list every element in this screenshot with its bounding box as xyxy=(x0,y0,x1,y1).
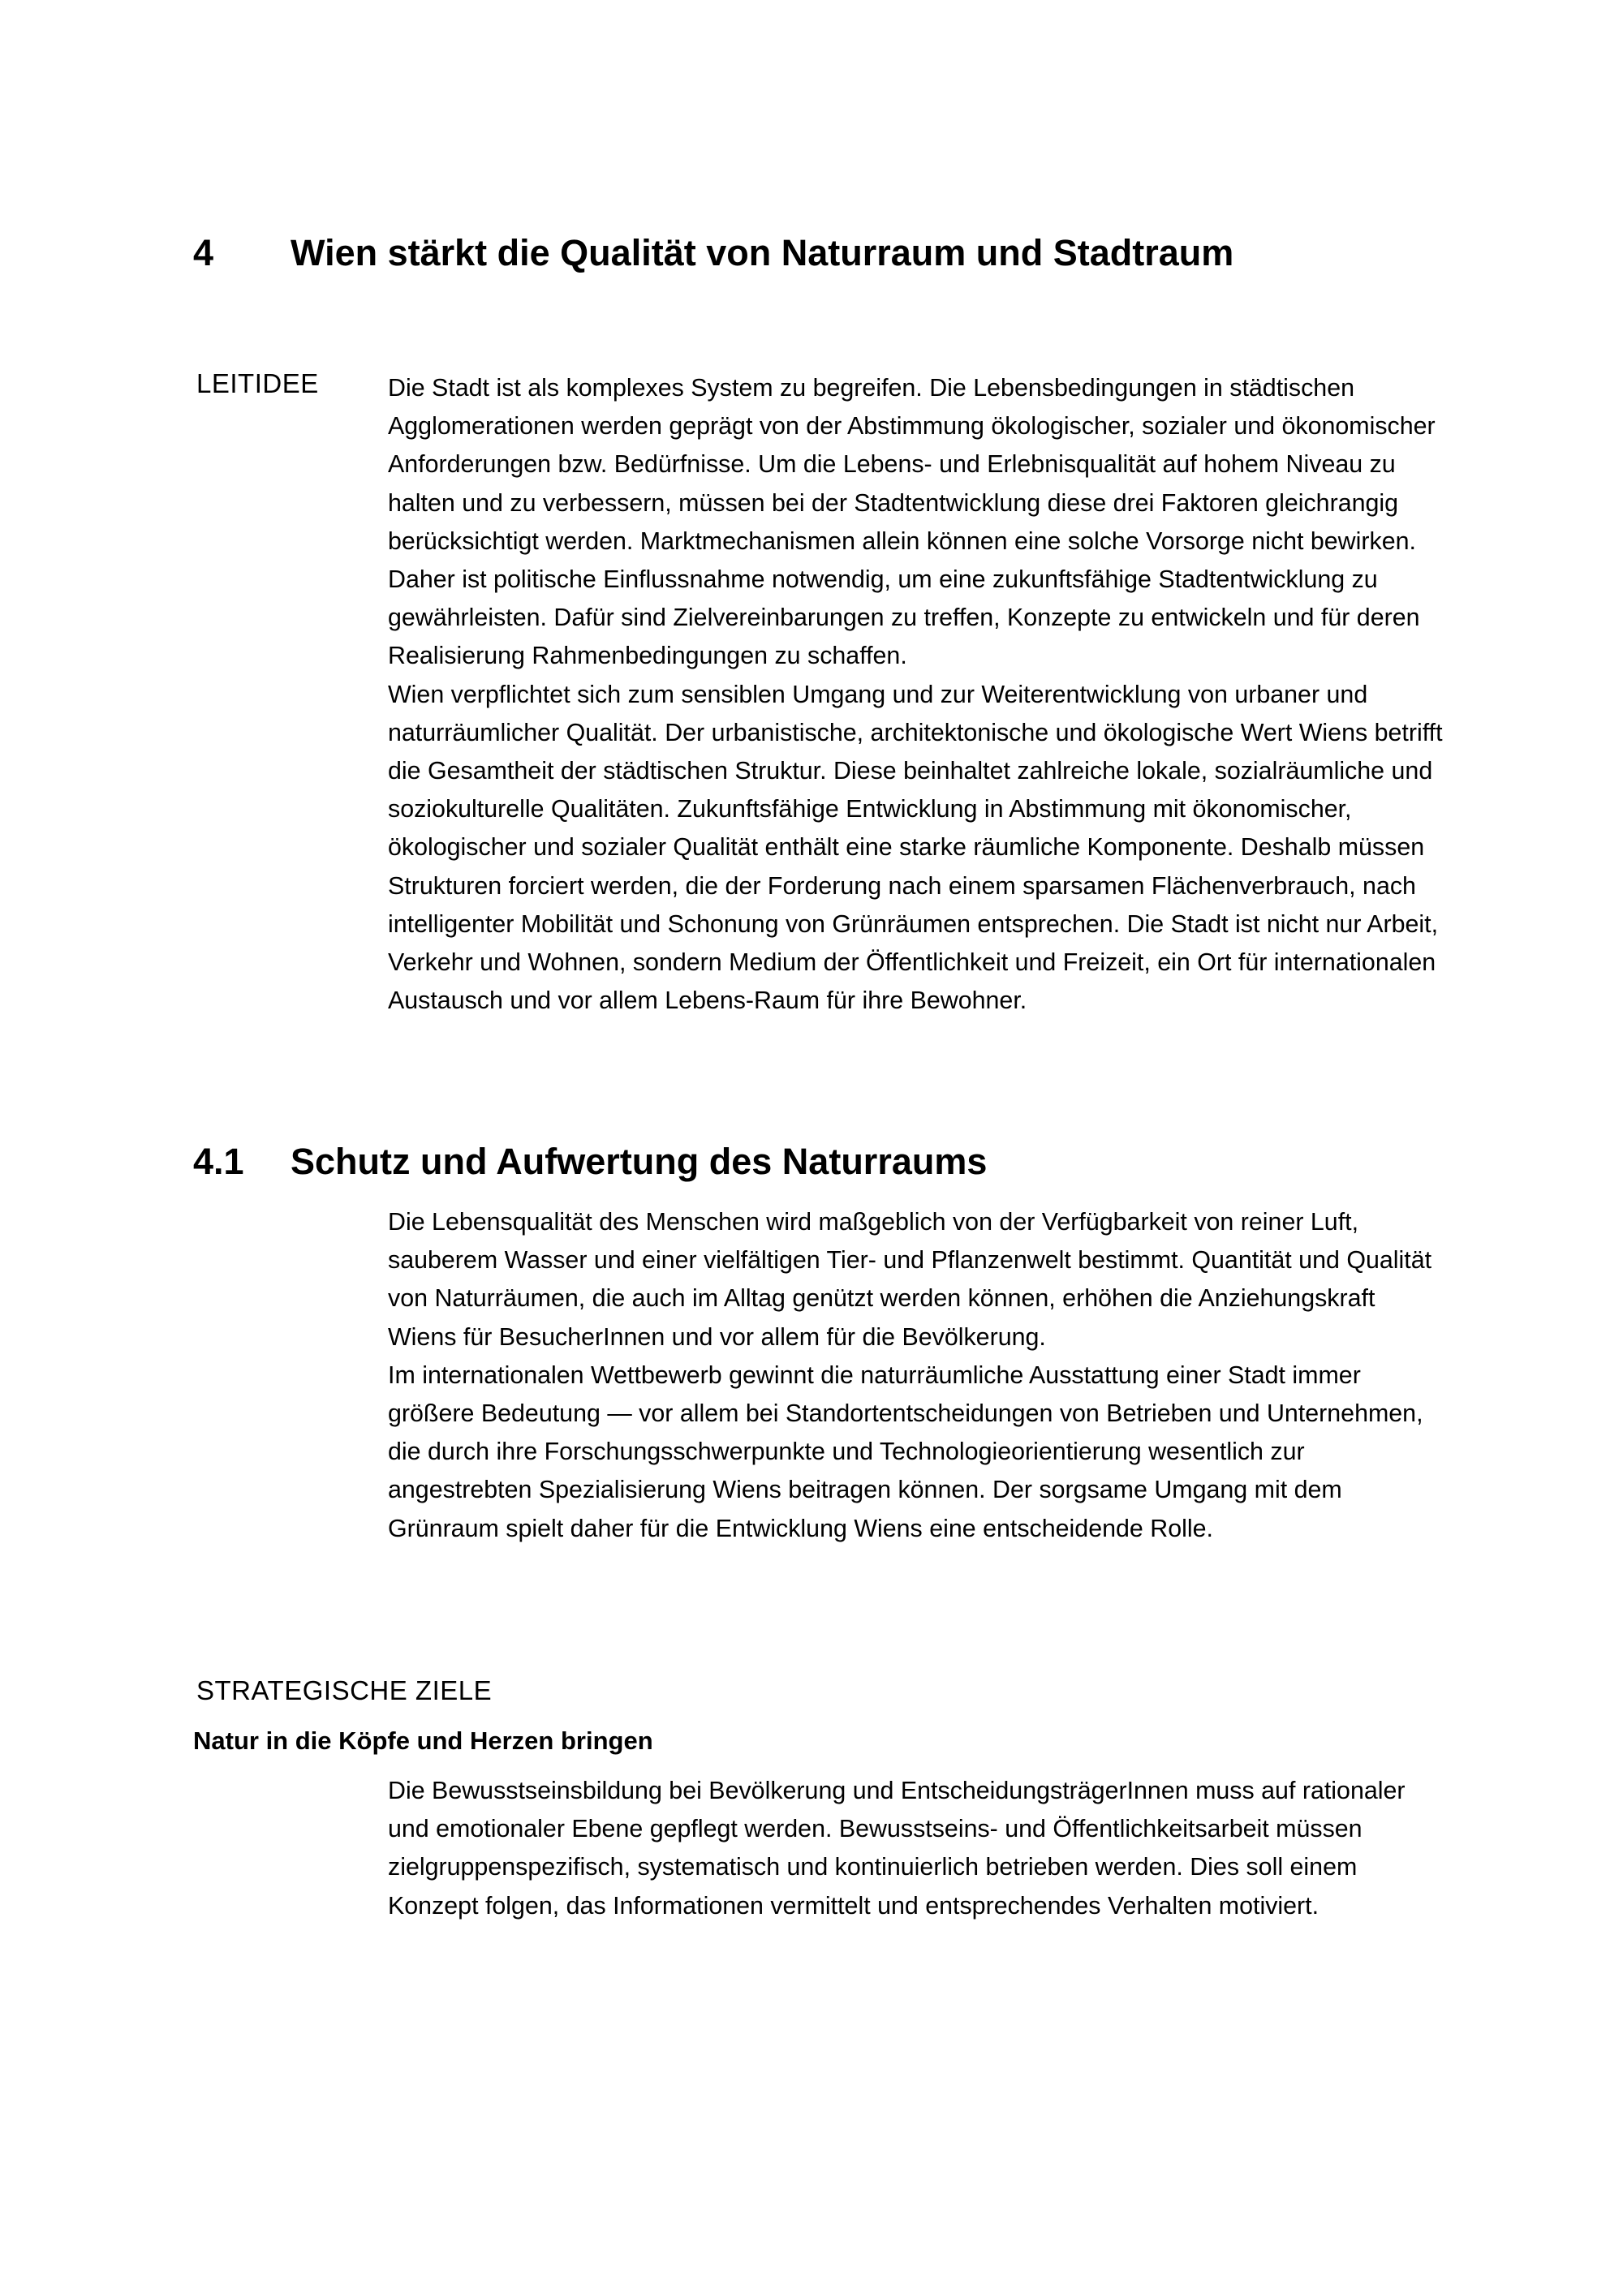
chapter-title: Wien stärkt die Qualität von Naturraum und Stadtraum xyxy=(291,232,1234,273)
leitidee-paragraph-1: Die Stadt ist als komplexes System zu begreifen. Die Lebensbedingungen in städtischen Agglomerationen werden geprägt von der Abstimmung ökologischer, sozialer und ökonomischer Anforderungen bzw. Bedürfnisse. Um die Lebens- und Erlebnisqualität auf hohem Niveau zu halten und zu verbessern, müssen bei der Stadtentwicklung diese drei Faktoren gleichrangig berücksichtigt werden. Marktmechanismen allein können eine solche Vorsorge nicht bewirken. Daher ist politische Einflussnahme notwendig, um eine zukunftsfähige Stadtentwicklung zu gewährleisten. Dafür sind Zielvereinbarungen zu treffen, Konzepte zu entwickeln und für deren Realisierung Rahmenbedingungen zu schaffen. xyxy=(388,374,1436,670)
goal-body xyxy=(388,1772,1443,1925)
strategic-goals-label: STRATEGISCHE ZIELE xyxy=(196,1675,493,1705)
section-paragraph-2: Im internationalen Wettbewerb gewinnt die naturräumliche Ausstattung einer Stadt immer größere Bedeutung — vor allem bei Standortentscheidungen von Betrieben und Unternehmen, die durch ihre Forschungsschwerpunkte und Technologieorientierung wesentlich zur angestrebten Spezialisierung Wiens beitragen können. Der sorgsame Umgang mit dem Grünraum spielt daher für die Entwicklung Wiens eine entscheidende Rolle. xyxy=(388,1361,1423,1542)
goal-heading: Natur in die Köpfe und Herzen bringen xyxy=(193,1726,653,1755)
leitidee-paragraph-2: Wien verpflichtet sich zum sensiblen Umgang und zur Weiterentwicklung von urbaner und naturräumlicher Qualität. Der urbanistische, architektonische und ökologische Wert Wiens betrifft die Gesamtheit der städtischen Struktur. Diese beinhaltet zahlreiche lokale, sozialräumliche und soziokulturelle Qualitäten. Zukunftsfähige Entwicklung in Abstimmung mit ökonomischer, ökologischer und sozialer Qualität enthält eine starke räumliche Komponente. Deshalb müssen Strukturen forciert werden, die der Forderung nach einem sparsamen Flächenverbrauch, nach intelligenter Mobilität und Schonung von Grünräumen entsprechen. Die Stadt ist nicht nur Arbeit, Verkehr und Wohnen, sondern Medium der Öffentlichkeit und Freizeit, ein Ort für internationalen Austausch und vor allem Lebens-Raum für ihre Bewohner. xyxy=(388,680,1443,1015)
section-body xyxy=(388,1203,1443,1548)
leitidee-label: LEITIDEE xyxy=(196,368,319,398)
goal-paragraph: Die Bewusstseinsbildung bei Bevölkerung und EntscheidungsträgerInnen muss auf rationaler und emotionaler Ebene gepflegt werden. Bewusstseins- und Öffentlichkeitsarbeit müssen zielgruppenspezifisch, systematisch und kontinuierlich betrieben werden. Dies soll einem Konzept folgen, das Informationen vermittelt und entsprechendes Verhalten motiviert. xyxy=(388,1777,1406,1920)
chapter-heading xyxy=(193,229,1233,277)
section-title: Schutz und Aufwertung des Naturraums xyxy=(291,1141,988,1182)
section-heading xyxy=(193,1137,987,1186)
section-number: 4.1 xyxy=(193,1141,244,1182)
leitidee-body xyxy=(388,369,1443,1020)
section-paragraph-1: Die Lebensqualität des Menschen wird maßgeblich von der Verfügbarkeit von reiner Luft, sauberem Wasser und einer vielfältigen Tier- und Pflanzenwelt bestimmt. Quantität und Qualität von Naturräumen, die auch im Alltag genützt werden können, erhöhen die Anziehungskraft Wiens für BesucherInnen und vor allem für die Bevölkerung. xyxy=(388,1208,1432,1351)
chapter-number: 4 xyxy=(193,232,214,273)
